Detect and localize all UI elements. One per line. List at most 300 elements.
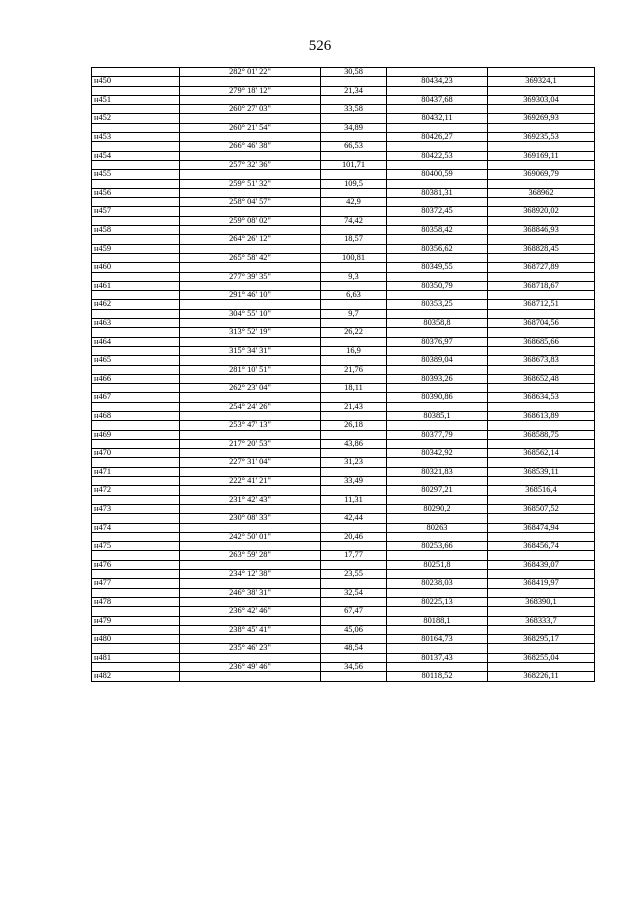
x-coordinate: 80350,79 [387,281,488,290]
distance-cell [321,151,387,160]
point-row [92,560,595,569]
x-coordinate: 80342,92 [387,449,488,458]
angle-cell [180,616,321,625]
point-name [92,291,180,300]
x-coordinate [387,123,488,132]
x-coordinate [387,309,488,318]
angle-cell [180,430,321,439]
angle-cell: 238° 45' 41" [180,625,321,634]
angle-cell: 262° 23' 04" [180,384,321,393]
angle-cell [180,411,321,420]
angle-cell: 258° 04' 57" [180,198,321,207]
angle-cell [180,281,321,290]
y-coordinate: 369169,11 [488,151,595,160]
point-name: н482 [92,672,180,681]
x-coordinate: 80349,55 [387,263,488,272]
y-coordinate: 369324,1 [488,77,595,86]
segment-row [92,68,595,77]
point-row [92,393,595,402]
segment-row [92,198,595,207]
point-name [92,421,180,430]
point-name [92,402,180,411]
point-name: н481 [92,653,180,662]
point-name [92,216,180,225]
distance-cell: 26,18 [321,421,387,430]
point-row [92,411,595,420]
y-coordinate: 368712,51 [488,300,595,309]
y-coordinate: 368962 [488,188,595,197]
y-coordinate: 369235,53 [488,133,595,142]
angle-cell: 227° 31' 04" [180,458,321,467]
distance-cell: 100,81 [321,253,387,262]
point-row [92,542,595,551]
point-name: н478 [92,597,180,606]
x-coordinate [387,421,488,430]
x-coordinate [387,607,488,616]
x-coordinate [387,458,488,467]
point-name [92,532,180,541]
point-name: н464 [92,337,180,346]
x-coordinate [387,402,488,411]
distance-cell: 42,44 [321,514,387,523]
x-coordinate [387,551,488,560]
angle-cell: 257° 32' 36" [180,160,321,169]
angle-cell: 236° 42' 46" [180,607,321,616]
y-coordinate: 369303,04 [488,95,595,104]
x-coordinate: 80389,04 [387,356,488,365]
point-name [92,477,180,486]
point-name: н452 [92,114,180,123]
x-coordinate: 80434,23 [387,77,488,86]
y-coordinate: 368390,1 [488,597,595,606]
point-row [92,467,595,476]
angle-cell [180,579,321,588]
point-row [92,207,595,216]
point-name [92,198,180,207]
point-name [92,663,180,672]
distance-cell [321,207,387,216]
point-name: н470 [92,449,180,458]
y-coordinate [488,328,595,337]
x-coordinate [387,644,488,653]
angle-cell: 277° 39' 35" [180,272,321,281]
angle-cell: 230° 08' 33" [180,514,321,523]
angle-cell: 253° 47' 13" [180,421,321,430]
point-name [92,309,180,318]
y-coordinate [488,309,595,318]
point-name: н480 [92,635,180,644]
point-name: н477 [92,579,180,588]
x-coordinate [387,532,488,541]
y-coordinate: 368727,89 [488,263,595,272]
point-row [92,95,595,104]
distance-cell [321,523,387,532]
angle-cell [180,95,321,104]
x-coordinate: 80358,8 [387,319,488,328]
point-row [92,504,595,513]
point-name: н472 [92,486,180,495]
distance-cell [321,226,387,235]
x-coordinate: 80393,26 [387,374,488,383]
y-coordinate: 368226,11 [488,672,595,681]
distance-cell: 16,9 [321,346,387,355]
segment-row [92,105,595,114]
x-coordinate: 80400,59 [387,170,488,179]
angle-cell: 231° 42' 43" [180,495,321,504]
angle-cell: 236° 49' 46" [180,663,321,672]
point-name [92,607,180,616]
x-coordinate [387,477,488,486]
distance-cell [321,430,387,439]
y-coordinate [488,160,595,169]
y-coordinate [488,477,595,486]
x-coordinate [387,291,488,300]
y-coordinate: 368333,7 [488,616,595,625]
x-coordinate [387,198,488,207]
y-coordinate: 368685,66 [488,337,595,346]
page-number: 526 [308,38,332,54]
distance-cell: 31,23 [321,458,387,467]
point-name [92,365,180,374]
point-row [92,597,595,606]
angle-cell: 222° 41' 21" [180,477,321,486]
angle-cell: 259° 08' 02" [180,216,321,225]
angle-cell [180,672,321,681]
angle-cell [180,114,321,123]
y-coordinate [488,86,595,95]
x-coordinate: 80426,27 [387,133,488,142]
segment-row [92,179,595,188]
segment-row [92,439,595,448]
point-name [92,570,180,579]
y-coordinate [488,384,595,393]
angle-cell: 235° 46' 23" [180,644,321,653]
point-row [92,430,595,439]
segment-row [92,272,595,281]
y-coordinate [488,607,595,616]
x-coordinate [387,216,488,225]
point-row [92,319,595,328]
segment-row [92,551,595,560]
angle-cell: 264° 26' 12" [180,235,321,244]
y-coordinate: 368846,93 [488,226,595,235]
angle-cell [180,319,321,328]
segment-row [92,142,595,151]
angle-cell: 259° 51' 32" [180,179,321,188]
point-name: н457 [92,207,180,216]
segment-row [92,458,595,467]
distance-cell: 21,43 [321,402,387,411]
y-coordinate [488,421,595,430]
point-name [92,495,180,504]
distance-cell: 18,57 [321,235,387,244]
distance-cell [321,263,387,272]
y-coordinate [488,198,595,207]
y-coordinate [488,105,595,114]
angle-cell [180,207,321,216]
point-name: н453 [92,133,180,142]
y-coordinate [488,439,595,448]
x-coordinate: 80253,66 [387,542,488,551]
y-coordinate: 368474,94 [488,523,595,532]
point-name [92,86,180,95]
y-coordinate [488,235,595,244]
angle-cell: 254° 24' 26" [180,402,321,411]
x-coordinate: 80225,13 [387,597,488,606]
x-coordinate: 80377,79 [387,430,488,439]
distance-cell: 20,46 [321,532,387,541]
distance-cell [321,560,387,569]
x-coordinate [387,588,488,597]
distance-cell [321,449,387,458]
distance-cell [321,95,387,104]
x-coordinate: 80432,11 [387,114,488,123]
point-row [92,374,595,383]
point-name [92,68,180,77]
point-row [92,356,595,365]
y-coordinate: 368718,67 [488,281,595,290]
point-row [92,523,595,532]
point-row [92,170,595,179]
point-name: н475 [92,542,180,551]
y-coordinate [488,532,595,541]
point-name: н471 [92,467,180,476]
y-coordinate [488,272,595,281]
x-coordinate [387,235,488,244]
point-name [92,235,180,244]
point-name: н462 [92,300,180,309]
point-name [92,458,180,467]
y-coordinate [488,514,595,523]
segment-row [92,309,595,318]
y-coordinate [488,179,595,188]
point-name [92,253,180,262]
y-coordinate: 368295,17 [488,635,595,644]
point-name [92,272,180,281]
point-row [92,226,595,235]
x-coordinate: 80358,42 [387,226,488,235]
distance-cell [321,467,387,476]
angle-cell [180,188,321,197]
distance-cell: 11,31 [321,495,387,504]
distance-cell: 21,76 [321,365,387,374]
point-name: н459 [92,244,180,253]
y-coordinate [488,625,595,634]
x-coordinate [387,179,488,188]
x-coordinate: 80251,8 [387,560,488,569]
angle-cell [180,244,321,253]
angle-cell [180,356,321,365]
y-coordinate [488,291,595,300]
angle-cell: 281° 10' 51" [180,365,321,374]
point-row [92,579,595,588]
point-row [92,263,595,272]
distance-cell [321,616,387,625]
point-name: н450 [92,77,180,86]
distance-cell [321,356,387,365]
segment-row [92,495,595,504]
segment-row [92,216,595,225]
angle-cell: 279° 18' 12" [180,86,321,95]
segment-row [92,477,595,486]
angle-cell [180,486,321,495]
distance-cell [321,597,387,606]
x-coordinate: 80381,31 [387,188,488,197]
angle-cell [180,504,321,513]
distance-cell [321,319,387,328]
point-row [92,449,595,458]
distance-cell [321,170,387,179]
angle-cell [180,133,321,142]
x-coordinate [387,272,488,281]
distance-cell: 67,47 [321,607,387,616]
y-coordinate: 368539,11 [488,467,595,476]
angle-cell [180,542,321,551]
segment-row [92,235,595,244]
point-name: н460 [92,263,180,272]
y-coordinate [488,123,595,132]
point-name: н467 [92,393,180,402]
point-name: н455 [92,170,180,179]
coordinates-table [91,67,595,682]
angle-cell [180,300,321,309]
point-name [92,105,180,114]
point-row [92,244,595,253]
point-name [92,328,180,337]
distance-cell [321,77,387,86]
distance-cell [321,486,387,495]
point-name [92,179,180,188]
y-coordinate: 368673,83 [488,356,595,365]
point-name: н466 [92,374,180,383]
angle-cell: 246° 38' 31" [180,588,321,597]
distance-cell [321,672,387,681]
segment-row [92,570,595,579]
distance-cell: 34,89 [321,123,387,132]
point-name: н474 [92,523,180,532]
angle-cell [180,263,321,272]
distance-cell: 74,42 [321,216,387,225]
distance-cell: 101,71 [321,160,387,169]
y-coordinate: 368562,14 [488,449,595,458]
y-coordinate: 368828,45 [488,244,595,253]
y-coordinate: 368652,48 [488,374,595,383]
distance-cell: 33,58 [321,105,387,114]
segment-row [92,663,595,672]
y-coordinate [488,644,595,653]
point-row [92,281,595,290]
point-name [92,551,180,560]
y-coordinate: 368507,52 [488,504,595,513]
y-coordinate [488,588,595,597]
y-coordinate: 369269,93 [488,114,595,123]
angle-cell [180,467,321,476]
angle-cell: 282° 01' 22" [180,68,321,77]
angle-cell [180,393,321,402]
segment-row [92,402,595,411]
angle-cell [180,77,321,86]
angle-cell: 217° 20' 53" [180,439,321,448]
x-coordinate [387,514,488,523]
x-coordinate: 80372,45 [387,207,488,216]
point-name: н451 [92,95,180,104]
x-coordinate [387,365,488,374]
angle-cell [180,151,321,160]
point-row [92,337,595,346]
x-coordinate [387,68,488,77]
x-coordinate: 80290,2 [387,504,488,513]
x-coordinate [387,625,488,634]
distance-cell [321,393,387,402]
distance-cell [321,635,387,644]
x-coordinate [387,439,488,448]
distance-cell: 45,06 [321,625,387,634]
distance-cell: 17,77 [321,551,387,560]
y-coordinate [488,346,595,355]
point-name: н456 [92,188,180,197]
angle-cell: 265° 58' 42" [180,253,321,262]
segment-row [92,514,595,523]
distance-cell [321,188,387,197]
angle-cell [180,560,321,569]
x-coordinate: 80263 [387,523,488,532]
distance-cell [321,579,387,588]
segment-row [92,384,595,393]
angle-cell [180,653,321,662]
angle-cell: 260° 21' 54" [180,123,321,132]
point-row [92,133,595,142]
point-row [92,616,595,625]
segment-row [92,160,595,169]
x-coordinate: 80422,53 [387,151,488,160]
angle-cell: 291° 46' 10" [180,291,321,300]
y-coordinate: 368588,75 [488,430,595,439]
x-coordinate [387,495,488,504]
point-row [92,635,595,644]
angle-cell: 242° 50' 01" [180,532,321,541]
angle-cell: 315° 34' 31" [180,346,321,355]
distance-cell: 34,56 [321,663,387,672]
point-name [92,160,180,169]
y-coordinate [488,68,595,77]
x-coordinate [387,384,488,393]
point-name: н469 [92,430,180,439]
distance-cell: 32,54 [321,588,387,597]
x-coordinate [387,105,488,114]
y-coordinate [488,365,595,374]
segment-row [92,625,595,634]
distance-cell: 21,34 [321,86,387,95]
x-coordinate: 80118,52 [387,672,488,681]
angle-cell [180,226,321,235]
point-name: н454 [92,151,180,160]
angle-cell [180,337,321,346]
y-coordinate [488,253,595,262]
distance-cell [321,653,387,662]
point-name: н479 [92,616,180,625]
distance-cell [321,114,387,123]
distance-cell: 9,3 [321,272,387,281]
x-coordinate [387,663,488,672]
angle-cell [180,597,321,606]
distance-cell: 33,49 [321,477,387,486]
angle-cell: 313° 52' 19" [180,328,321,337]
angle-cell: 263° 59' 28" [180,551,321,560]
point-name [92,384,180,393]
point-name [92,439,180,448]
x-coordinate: 80356,62 [387,244,488,253]
point-row [92,77,595,86]
